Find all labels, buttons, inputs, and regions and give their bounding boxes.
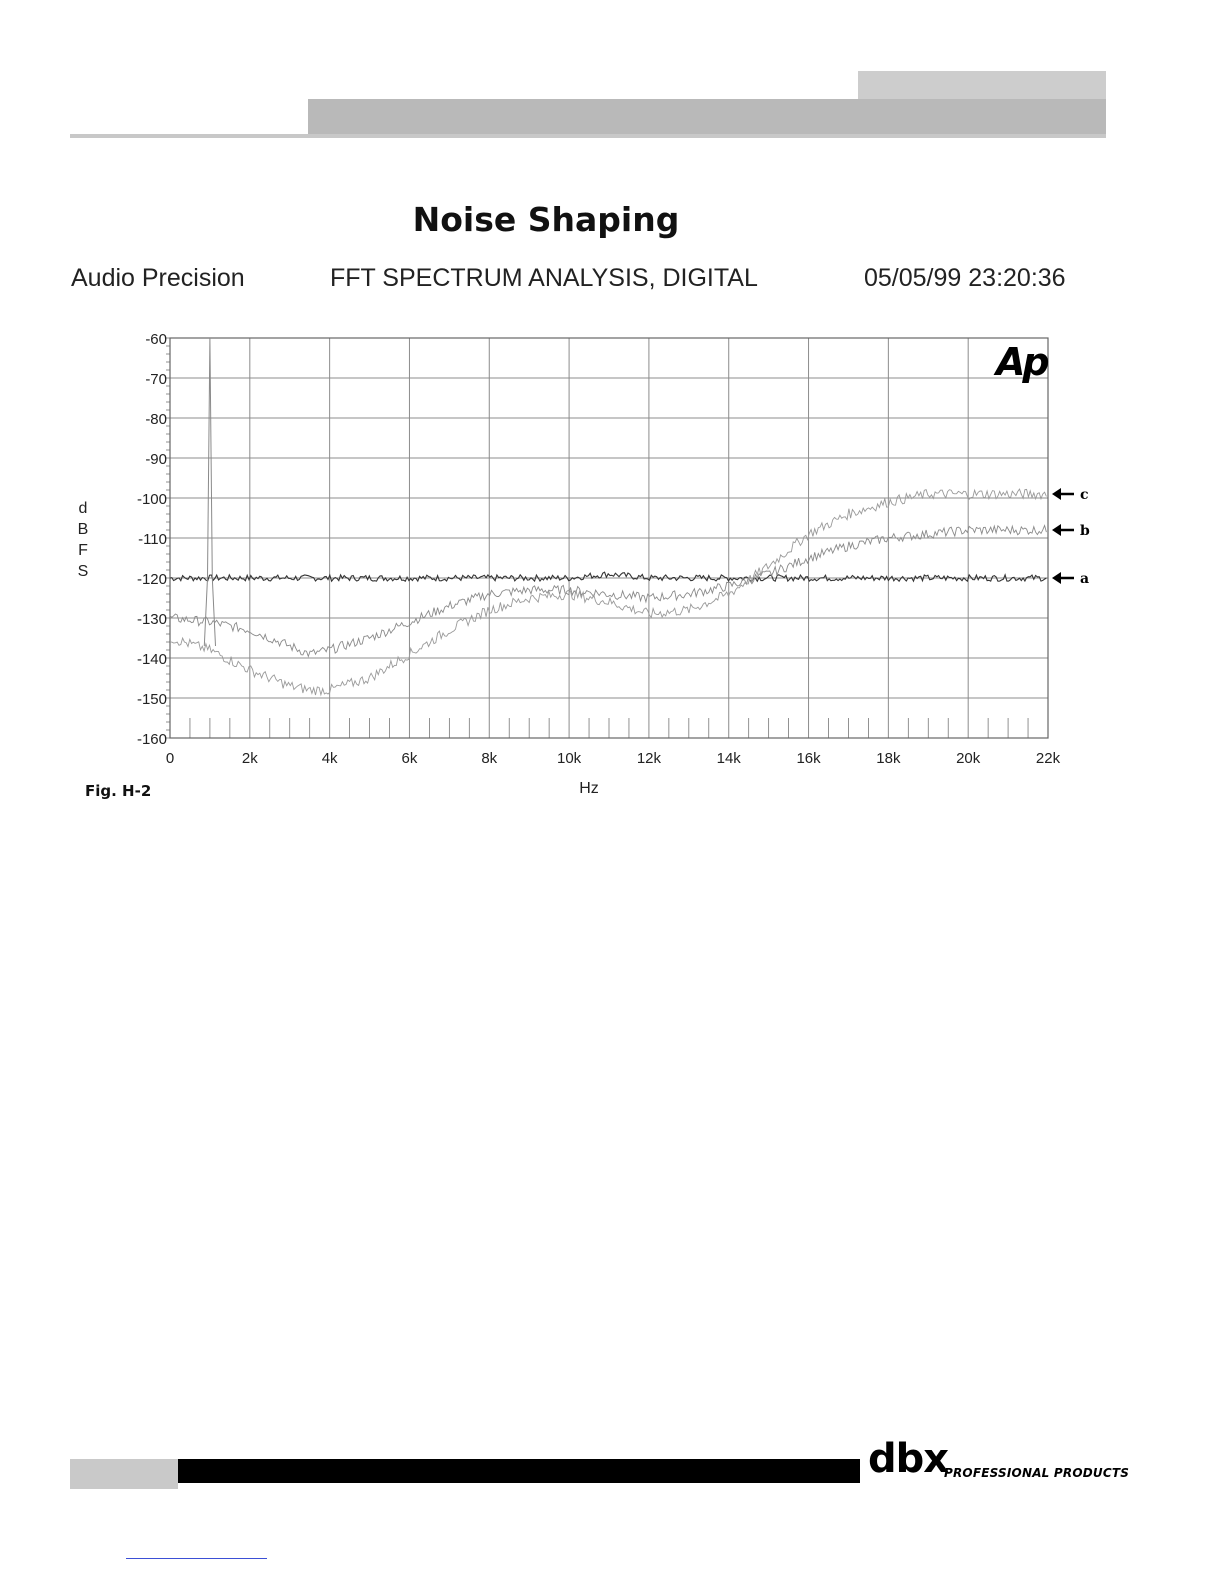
x-tick-label: 22k: [1035, 750, 1061, 767]
y-axis-label-char: B: [77, 521, 89, 538]
series-c-label: c: [1080, 487, 1089, 503]
y-tick-label: -160: [136, 731, 167, 748]
y-tick-label: -70: [145, 371, 167, 388]
series-a-line: [170, 572, 1046, 581]
brand-tagline: PROFESSIONAL PRODUCTS: [944, 1466, 1130, 1480]
dbx-logo: dbx: [868, 1436, 949, 1482]
timestamp: 05/05/99 23:20:36: [864, 264, 1066, 292]
series-a-arrowhead: [1052, 572, 1061, 584]
figure-title: Noise Shaping: [412, 200, 680, 239]
analyzer-name: Audio Precision: [71, 264, 245, 292]
y-tick-label: -60: [145, 331, 167, 348]
x-tick-label: 0: [165, 750, 175, 767]
y-tick-label: -140: [136, 651, 167, 668]
y-tick-label: -80: [145, 411, 167, 428]
y-tick-label: -130: [136, 611, 167, 628]
y-tick-label: -120: [136, 571, 167, 588]
x-tick-label: 4k: [321, 750, 338, 767]
y-tick-label: -90: [145, 451, 167, 468]
y-axis-label-char: S: [77, 563, 89, 580]
footer-page-tab: [70, 1459, 178, 1489]
x-tick-label: 20k: [956, 750, 981, 767]
x-axis-title: Hz: [579, 780, 599, 797]
y-axis-label-char: d: [78, 500, 88, 517]
y-axis-label-char: F: [78, 542, 88, 559]
series-c-line: [170, 489, 1046, 695]
footer-bar: [178, 1459, 860, 1483]
series-a-label: a: [1080, 571, 1090, 587]
series-c-arrowhead: [1052, 488, 1061, 500]
x-tick-label: 16k: [796, 750, 821, 767]
x-tick-label: 14k: [716, 750, 741, 767]
analysis-type: FFT SPECTRUM ANALYSIS, DIGITAL: [330, 264, 758, 292]
ap-logo: Ap: [996, 340, 1047, 384]
x-tick-label: 18k: [876, 750, 901, 767]
series-b-line: [170, 526, 1046, 657]
y-tick-label: -150: [136, 691, 167, 708]
y-tick-label: -100: [136, 491, 167, 508]
series-b-arrowhead: [1052, 524, 1061, 536]
x-tick-label: 8k: [481, 750, 498, 767]
series-tone-peak: [204, 338, 215, 646]
figure-caption: Fig. H-2: [85, 782, 152, 800]
x-tick-label: 10k: [556, 750, 582, 767]
y-tick-label: -110: [138, 531, 167, 548]
x-tick-label: 12k: [636, 750, 662, 767]
x-tick-label: 6k: [401, 750, 418, 767]
x-tick-label: 2k: [241, 750, 258, 767]
footer-link-underline: [126, 1558, 267, 1559]
series-b-label: b: [1080, 523, 1090, 539]
